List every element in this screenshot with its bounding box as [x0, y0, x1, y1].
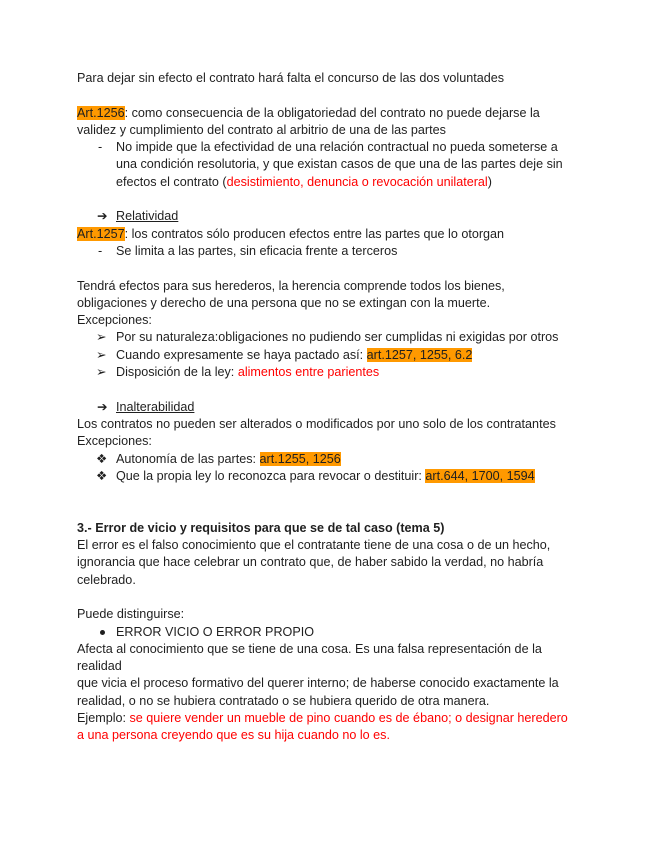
section3-title: 3.- Error de vicio y requisitos para que se de tal caso (tema 5)	[77, 520, 445, 535]
section3-paragraph: El error es el falso conocimiento que el contratante tiene de una cosa o de un hecho, ignorancia que hace celebrar un contrato que, de haber sabido la verdad, no habría celebrado.	[77, 538, 551, 587]
arrowhead-bullet-icon: ➢	[96, 365, 107, 380]
diamond-bullet-icon: ❖	[96, 451, 108, 466]
list-item	[77, 347, 577, 364]
art1257-text: : los contratos sólo producen efectos entre las partes que lo otorgan	[124, 226, 505, 241]
intro-paragraph: Para dejar sin efecto el contrato hará falta el concurso de las dos voluntades	[77, 71, 505, 85]
list-item	[77, 139, 577, 191]
art1257-ref: Art.1257	[77, 226, 125, 241]
inalterabilidad-paragraph: Los contratos no pueden ser alterados o modificados por uno solo de los contratantes	[77, 416, 556, 431]
example-paragraph	[77, 710, 577, 745]
arrow-icon: ➔	[97, 209, 108, 224]
exception-text: Disposición de la ley:	[116, 365, 238, 380]
error-line-1: Afecta al conocimiento que se tiene de una cosa. Es una falsa representación de la realidad	[77, 641, 542, 674]
art1256-ref: Art.1256	[77, 105, 125, 120]
herencia-exceptions-label: Excepciones:	[77, 313, 152, 328]
inalterabilidad-heading	[77, 399, 577, 416]
bullet-dot-icon	[100, 630, 105, 635]
list-item	[77, 329, 577, 346]
art1257-paragraph	[77, 226, 577, 243]
error-line-2: que vicia el proceso formativo del querer interno; de haberse conocido exactamente la realidad, o no se hubiera contratado o se hubiera querido de otra manera.	[77, 676, 559, 708]
document-page	[77, 70, 577, 745]
error-type-label: ERROR VICIO O ERROR PROPIO	[116, 624, 315, 639]
list-item	[77, 624, 577, 641]
art1256-bullet-text: No impide que la efectividad de una relación contractual no pueda someterse a una condición resolutoria, y que existan casos de que una de las partes deje sin efectos el contrato (	[116, 140, 563, 189]
art1256-paragraph	[77, 105, 577, 140]
herencia-paragraph: Tendrá efectos para sus herederos, la herencia comprende todos los bienes, obligaciones y derecho de una persona que no se extingan con la muerte.	[77, 278, 505, 310]
exception-text: Que la propia ley lo reconozca para revocar o destituir:	[116, 468, 426, 483]
exception-red-text: alimentos entre parientes	[237, 365, 380, 380]
dash-marker: -	[98, 243, 103, 258]
art1256-bullet-close: )	[487, 174, 492, 189]
arrowhead-bullet-icon: ➢	[96, 330, 107, 345]
example-red-text: se quiere vender un mueble de pino cuando es de ébano; o designar heredero a una persona creyendo que es su hija cuando no lo es.	[77, 710, 568, 743]
exception-text: Cuando expresamente se haya pactado así:	[116, 347, 367, 362]
diamond-bullet-icon: ❖	[96, 468, 108, 483]
list-item	[77, 364, 577, 381]
list-item	[77, 451, 577, 468]
art1256-text: : como consecuencia de la obligatoriedad del contrato no puede dejarse la validez y cumplimiento del contrato al arbitrio de una de las partes	[77, 105, 540, 137]
list-item	[77, 468, 577, 485]
inalterabilidad-title: Inalterabilidad	[116, 399, 195, 414]
example-label: Ejemplo:	[77, 710, 130, 725]
distinguish-label: Puede distinguirse:	[77, 607, 185, 622]
article-highlight: art.1255, 1256	[259, 451, 341, 466]
inalterabilidad-exceptions-label: Excepciones:	[77, 434, 152, 449]
arrowhead-bullet-icon: ➢	[96, 347, 107, 362]
exception-text: Por su naturaleza:obligaciones no pudiendo ser cumplidas ni exigidas por otros	[116, 330, 559, 345]
relatividad-bullet-text: Se limita a las partes, sin eficacia frente a terceros	[116, 243, 398, 258]
exception-text: Autonomía de las partes:	[116, 451, 260, 466]
list-item	[77, 243, 577, 260]
arrow-icon: ➔	[97, 399, 108, 414]
art1256-bullet-red: desistimiento, denuncia o revocación unilateral	[226, 174, 488, 189]
dash-marker: -	[98, 140, 103, 155]
relatividad-heading	[77, 208, 577, 225]
article-highlight: art.644, 1700, 1594	[425, 468, 535, 483]
article-highlight: art.1257, 1255, 6.2	[366, 347, 473, 362]
relatividad-title: Relatividad	[116, 209, 179, 224]
